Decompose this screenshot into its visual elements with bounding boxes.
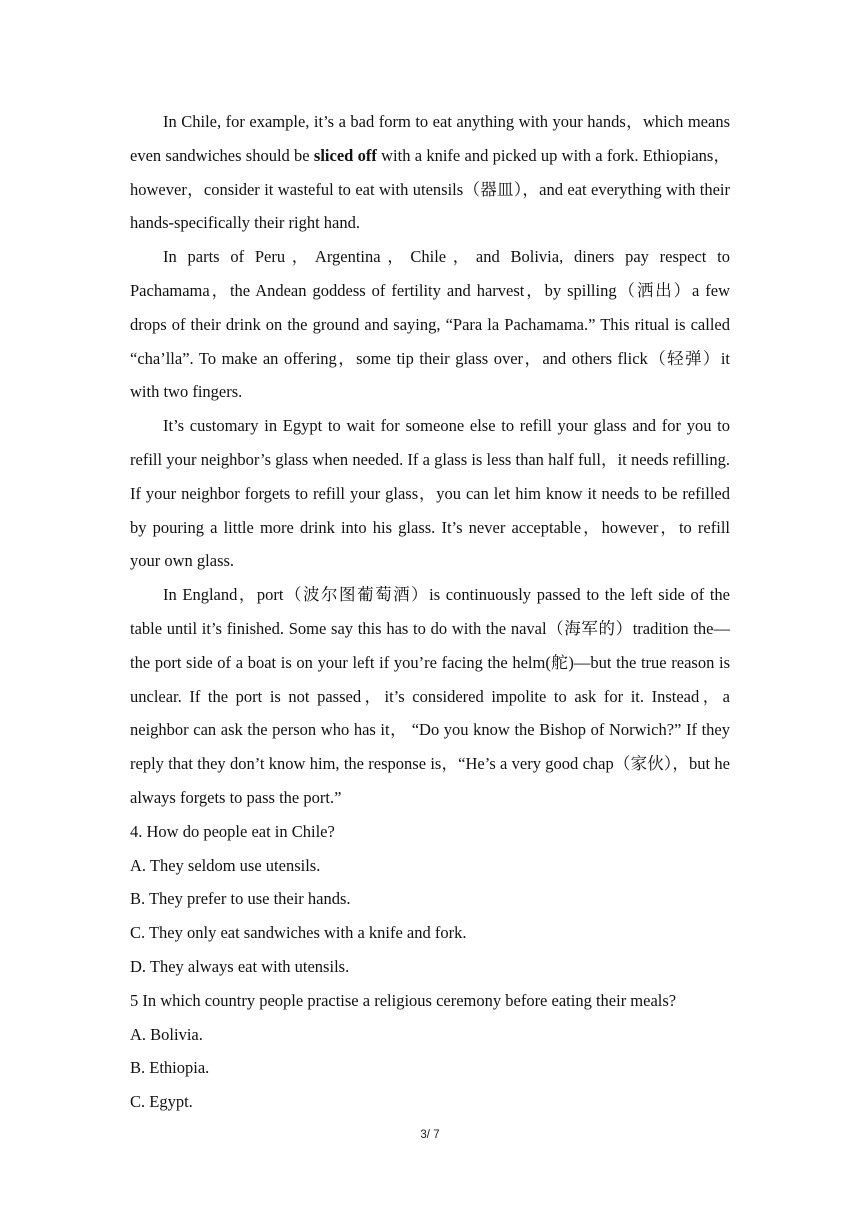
answer-option: A. They seldom use utensils. bbox=[130, 855, 321, 875]
paragraph-chile-ethiopia bbox=[130, 105, 730, 240]
question-stem: 5 In which country people practise a religious ceremony before eating their meals? bbox=[130, 990, 677, 1010]
question-4 bbox=[130, 815, 730, 984]
document-body bbox=[130, 105, 730, 1119]
page-number: 3/ 7 bbox=[420, 1129, 440, 1141]
question-5 bbox=[130, 984, 730, 1119]
answer-option: B. Ethiopia. bbox=[130, 1058, 210, 1078]
bold-phrase: sliced off bbox=[313, 145, 377, 165]
answer-option: C. Egypt. bbox=[130, 1092, 193, 1112]
answer-option: A. Bolivia. bbox=[130, 1024, 203, 1044]
question-stem: 4. How do people eat in Chile? bbox=[130, 821, 335, 841]
answer-option: C. They only eat sandwiches with a knife and fork. bbox=[130, 923, 467, 943]
paragraph-egypt: It’s customary in Egypt to wait for someone else to refill your glass and for you to refill your neighbor’s glass when needed. If a glass is less than half full，it needs refilling. If your neighbor forgets to refill your glass，you can let him know it needs to be refilled by pouring a little more drink into his glass. It’s never acceptable，however，to refill your own glass. bbox=[130, 416, 730, 571]
paragraph-pachamama: In parts of Peru，Argentina，Chile，and Bolivia, diners pay respect to Pachamama，the Andean goddess of fertility and harvest，by spilling（洒出）a few drops of their drink on the ground and saying, “Para la Pachamama.” This ritual is called “cha’lla”. To make an offering，some tip their glass over，and others flick（轻弹）it with two fingers. bbox=[130, 247, 730, 402]
paragraph-england: In England，port（波尔图葡萄酒）is continuously passed to the left side of the table until it’s finished. Some say this has to do with the naval（海军的）tradition the—the port side of a boat is on your left if you’re facing the helm(舵)—but the true reason is unclear. If the port is not passed，it’s considered impolite to ask for it. Instead，a neighbor can ask the person who has it， “Do you know the Bishop of Norwich?” If they reply that they don’t know him, the response is，“He’s a very good chap（家伙），but he always forgets to pass the port.” bbox=[130, 585, 730, 807]
paragraph-text: with a knife and picked up with a fork. Ethiopians，however，consider it wasteful to eat with utensils（器皿），and eat everything with their hands-specifically their right hand. bbox=[130, 145, 730, 233]
paragraph-text: In Chile, for example, it’s a bad form to eat anything with your hands，which means even sandwiches should be bbox=[130, 112, 730, 165]
answer-option: B. They prefer to use their hands. bbox=[130, 889, 351, 909]
answer-option: D. They always eat with utensils. bbox=[130, 956, 350, 976]
